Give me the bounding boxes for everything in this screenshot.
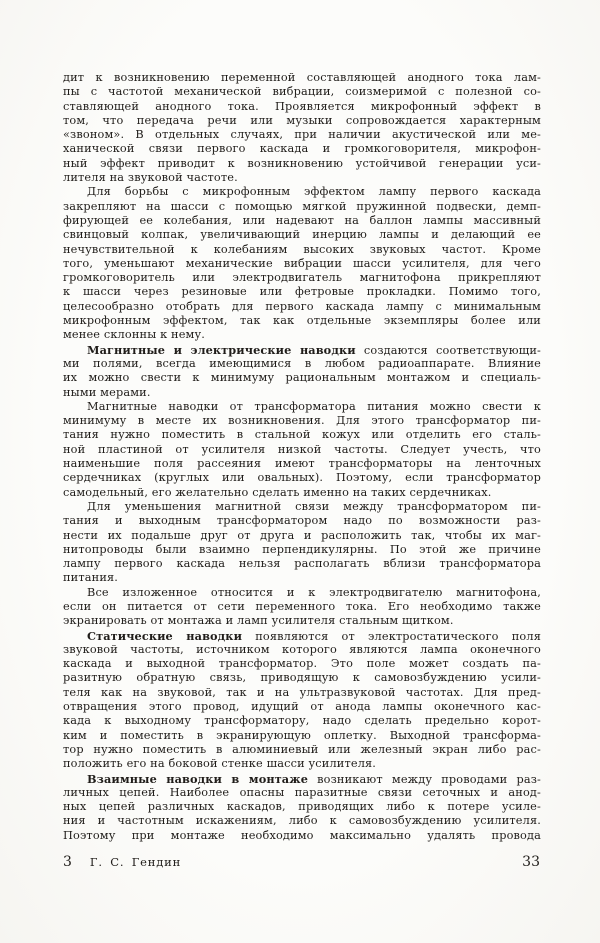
text-line: тания нужно поместить в стальной кожух или отделить его сталь- — [63, 428, 541, 442]
text-line: громкоговоритель или электродвигатель магнитофона прикрепляют — [63, 271, 541, 285]
text-line: дит к возникновению переменной составляющей анодного тока лам- — [63, 71, 541, 84]
text-line: личных цепей. Наиболее опасны паразитные связи сеточных и анод- — [63, 785, 541, 799]
paragraph — [63, 185, 541, 342]
paragraph — [63, 586, 541, 629]
text-line: если он питается от сети переменного тока. Его необходимо также — [63, 599, 541, 613]
text-line: их можно свести к минимуму рациональным монтажом и специаль- — [63, 371, 541, 385]
text-line: тания и выходным трансформатором надо по возможности раз- — [63, 514, 541, 528]
text-line: к шасси через резиновые или фетровые прокладки. Помимо того, — [63, 285, 541, 299]
page-footer — [63, 854, 540, 870]
text-line: ставляющей анодного тока. Проявляется микрофонный эффект в — [63, 99, 541, 113]
text-line: Статические наводки появляются от электростатического поля — [87, 628, 541, 643]
run-in-heading: Магнитные и электрические наводки — [87, 342, 356, 357]
text-block — [63, 71, 541, 843]
signature-number: 3 — [63, 854, 72, 870]
text-line: сердечниках (круглых или овальных). Поэтому, если трансформатор — [63, 471, 541, 485]
text-line: лампу первого каскада нельзя располагать вблизи трансформатора — [63, 557, 541, 571]
text-line: теля как на звуковой, так и на ультразвуковой частотах. Для пред- — [63, 685, 541, 699]
text-line: ных цепей различных каскадов, приводящих либо к потере усиле- — [63, 800, 541, 814]
text-line: питания. — [63, 571, 119, 585]
paragraph — [63, 772, 541, 843]
text-line: Магнитные наводки от трансформатора питания можно свести к — [87, 399, 541, 413]
text-line: самодельный, его желательно сделать именно на таких сердечниках. — [63, 485, 492, 499]
run-in-heading: Статические наводки — [87, 628, 243, 643]
text-line: разитную обратную связь, приводящую к самовозбуждению усили- — [63, 671, 541, 685]
author-name: Г. С. Гендин — [89, 855, 182, 869]
text-line: минимуму в месте их возникновения. Для этого трансформатор пи- — [63, 414, 541, 428]
text-line: фирующей ее колебания, или надевают на баллон лампы массивный — [63, 213, 541, 227]
text-line: Для уменьшения магнитной связи между трансформатором пи- — [87, 499, 541, 513]
text-line: нести их подальше друг от друга и расположить так, чтобы их маг- — [63, 528, 541, 542]
text-line: Взаимные наводки в монтаже возникают между проводами раз- — [87, 771, 541, 786]
text-line: наименьшие поля рассеяния имеют трансформаторы на ленточных — [63, 457, 541, 471]
text-line: ханической связи первого каскада и громкоговорителя, микрофон- — [63, 142, 541, 156]
text-line: пы с частотой механической вибрации, соизмеримой с полезной со- — [63, 85, 541, 99]
paragraph — [63, 71, 541, 185]
text-line: того, уменьшают механические вибрации шасси усилителя, для чего — [63, 256, 541, 270]
text-line: целесообразно отобрать для первого каскада лампу с минимальным — [63, 299, 541, 313]
paragraph — [63, 629, 541, 772]
paragraph — [63, 343, 541, 400]
text-line: ными мерами. — [63, 385, 151, 399]
text-line: положить его на боковой стенке шасси усилителя. — [63, 757, 377, 771]
text-line: «звоном». В отдельных случаях, при наличии акустической или ме- — [63, 128, 541, 142]
text-line: закрепляют на шасси с помощью мягкой пружинной подвески, демп- — [63, 199, 541, 213]
text-line: Для борьбы с микрофонным эффектом лампу первого каскада — [87, 185, 541, 199]
text-line: звуковой частоты, источником которого являются лампа оконечного — [63, 642, 541, 656]
text-line: менее склонны к нему. — [63, 328, 206, 342]
text-line: нитопроводы были взаимно перпендикулярны. По этой же причине — [63, 542, 541, 556]
text-line: ким и поместить в экранирующую оплетку. Выходной трансформа- — [63, 728, 541, 742]
paragraph — [63, 500, 541, 586]
text-line: ми полями, всегда имеющимися в любом радиоаппарате. Влияние — [63, 356, 541, 370]
text-line: нечувствительной к колебаниям высоких звуковых частот. Кроме — [63, 242, 541, 256]
text-line: Поэтому при монтаже необходимо максимально удалять провода — [63, 828, 541, 842]
paragraph — [63, 400, 541, 500]
text-line: тор нужно поместить в алюминиевый или железный экран либо рас- — [63, 742, 541, 756]
text-line: том, что передача речи или музыки сопровождается характерным — [63, 113, 541, 127]
footer-left — [63, 854, 181, 870]
text-line: ный эффект приводит к возникновению устойчивой генерации уси- — [63, 156, 541, 170]
text-line: микрофонным эффектом, так как отдельные экземпляры более или — [63, 314, 541, 328]
page-number: 33 — [522, 854, 540, 870]
text-line: када к выходному трансформатору, надо сделать предельно корот- — [63, 714, 541, 728]
run-in-heading: Взаимные наводки в монтаже — [87, 771, 309, 786]
text-line: отвращения этого провод, идущий от анода лампы оконечного кас- — [63, 700, 541, 714]
text-line: каскада и выходной трансформатор. Это поле может создать па- — [63, 657, 541, 671]
text-line: свинцовый колпак, увеличивающий инерцию лампы и делающий ее — [63, 228, 541, 242]
text-line: экранировать от монтажа и ламп усилителя стальным щитком. — [63, 614, 454, 628]
text-line: Магнитные и электрические наводки создаются соответствующи- — [87, 342, 541, 357]
text-line: ния и частотным искажениям, либо к самовозбуждению усилителя. — [63, 814, 541, 828]
text-line: ной пластиной от усилителя низкой частоты. Следует учесть, что — [63, 442, 541, 456]
text-line: Все изложенное относится и к электродвигателю магнитофона, — [87, 585, 541, 599]
text-line: лителя на звуковой частоте. — [63, 171, 238, 185]
